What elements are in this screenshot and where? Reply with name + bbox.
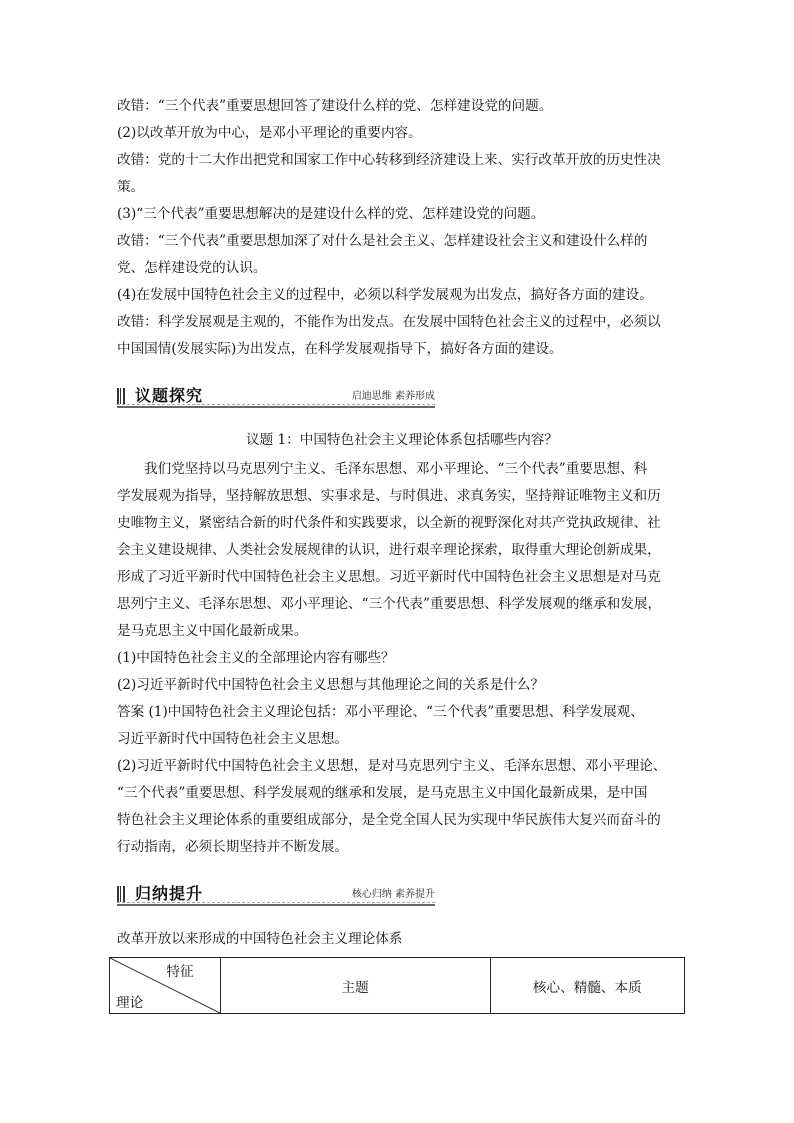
header-theme: 主题 xyxy=(220,958,490,1014)
text-line: 特色社会主义理论体系的重要组成部分，是全党全国人民为实现中华民族伟大复兴而奋斗的 xyxy=(117,812,661,828)
text-line: (1)中国特色社会主义的全部理论内容有哪些？ xyxy=(117,650,395,666)
text-line: 思列宁主义、毛泽东思想、邓小平理论、“三个代表”重要思想、科学发展观的继承和发展， xyxy=(117,596,662,612)
section-header-summary xyxy=(117,884,435,906)
text-line: 史唯物主义，紧密结合新的时代条件和实践要求，以全新的视野深化对共产党执政规律、社 xyxy=(117,515,661,531)
text-line: (3)“三个代表”重要思想解决的是建设什么样的党、怎样建设党的问题。 xyxy=(117,206,545,222)
text-line: 习近平新时代中国特色社会主义思想。 xyxy=(117,731,349,747)
text-line: 党、怎样建设党的认识。 xyxy=(117,260,267,276)
text-line: 行动指南，必须长期坚持并不断发展。 xyxy=(117,839,349,855)
topic-title: 议题 1：中国特色社会主义理论体系包括哪些内容？ xyxy=(245,432,559,448)
text-line: 我们党坚持以马克思列宁主义、毛泽东思想、邓小平理论、“三个代表”重要思想、科 xyxy=(144,461,648,477)
section-subtitle: 启迪思维 素养形成 xyxy=(351,391,435,402)
text-line: 中国国情(发展实际)为出发点，在科学发展观指导下，搞好各方面的建设。 xyxy=(117,341,563,357)
section-header-discuss xyxy=(117,386,435,408)
divider xyxy=(117,404,435,405)
section-marker-icon xyxy=(117,388,125,404)
text-line: 学发展观为指导，坚持解放思想、实事求是、与时俱进、求真务实，坚持辩证唯物主义和历 xyxy=(117,488,661,504)
header-core: 核心、精髓、本质 xyxy=(490,958,684,1014)
answer-line: 答案 (1)中国特色社会主义理论包括：邓小平理论、“三个代表”重要思想、科学发展观、 xyxy=(117,704,644,720)
text-line: 会主义建设规律、人类社会发展规律的认识，进行艰辛理论探索，取得重大理论创新成果， xyxy=(117,542,661,558)
text-line: 是马克思主义中国化最新成果。 xyxy=(117,623,308,639)
text-line: 改错：科学发展观是主观的，不能作为出发点。在发展中国特色社会主义的过程中，必须以 xyxy=(117,314,661,330)
divider xyxy=(117,406,435,408)
section-title: 议题探究 xyxy=(135,386,204,405)
text-line: (4)在发展中国特色社会主义的过程中，必须以科学发展观为出发点，搞好各方面的建设。 xyxy=(117,287,653,303)
header-feature: 特征 xyxy=(166,964,194,980)
text-line: 改错：“三个代表”重要思想加深了对什么是社会主义、怎样建设社会主义和建设什么样的 xyxy=(117,233,648,249)
text-line: (2)习近平新时代中国特色社会主义思想，是对马克思列宁主义、毛泽东思想、邓小平理论、 xyxy=(117,758,667,774)
section-subtitle: 核心归纳 素养提升 xyxy=(351,889,435,900)
text-line: “三个代表”重要思想、科学发展观的继承和发展，是马克思主义中国化最新成果，是中国 xyxy=(117,785,648,801)
text-line: 改错：党的十二大作出把党和国家工作中心转移到经济建设上来、实行改革开放的历史性决 xyxy=(117,152,661,168)
table-header-row xyxy=(110,958,685,1014)
text-line: (2)以改革开放为中心，是邓小平理论的重要内容。 xyxy=(117,125,422,141)
theory-table xyxy=(109,957,685,1014)
text-line: 形成了习近平新时代中国特色社会主义思想。习近平新时代中国特色社会主义思想是对马克 xyxy=(117,569,661,585)
section-marker-icon xyxy=(117,886,125,902)
divider xyxy=(117,902,435,903)
text-line: (2)习近平新时代中国特色社会主义思想与其他理论之间的关系是什么？ xyxy=(117,677,545,693)
diagonal-header-cell xyxy=(110,958,221,1014)
text-line: 策。 xyxy=(117,179,145,195)
header-theory: 理论 xyxy=(116,995,144,1011)
section-title: 归纳提升 xyxy=(135,884,204,903)
table-caption: 改革开放以来形成的中国特色社会主义理论体系 xyxy=(117,931,403,947)
divider xyxy=(117,904,435,906)
text-line: 改错：“三个代表”重要思想回答了建设什么样的党、怎样建设党的问题。 xyxy=(117,98,553,114)
